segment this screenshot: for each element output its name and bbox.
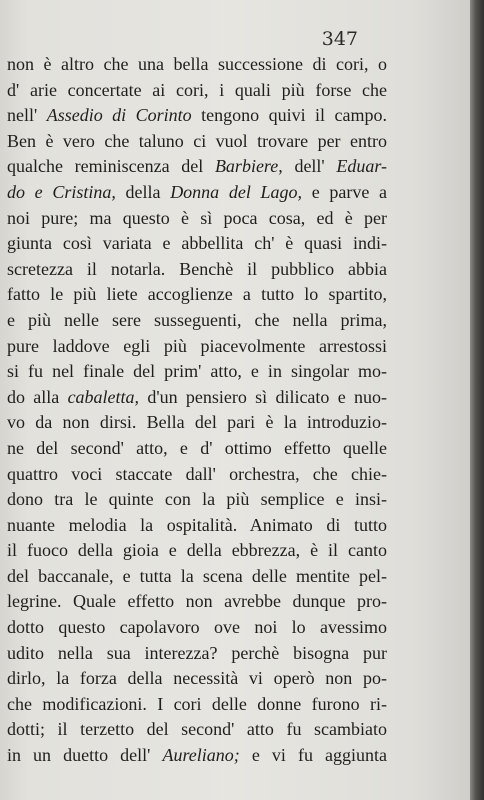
text-segment: pure laddove egli più piacevolmente arrestossi bbox=[7, 335, 387, 356]
page-edge bbox=[470, 0, 484, 800]
text-segment: d'un pensiero sì dilicato e nuo- bbox=[139, 386, 387, 407]
text-segment: dono tra le quinte con la più semplice e insi- bbox=[7, 489, 387, 510]
text-segment: Ben è vero che taluno ci vuol trovare per entro bbox=[7, 130, 387, 151]
body-text bbox=[7, 52, 387, 769]
text-segment: legrine. Quale effetto non avrebbe dunque pro- bbox=[7, 591, 387, 612]
text-segment: dotto questo capolavoro ove noi lo avessimo bbox=[7, 617, 387, 638]
text-segment: d' arie concertate ai cori, i quali più forse che bbox=[7, 79, 387, 100]
text-segment: dell' bbox=[282, 156, 337, 177]
text-segment: non è altro che una bella successione di cori, o bbox=[7, 54, 387, 74]
text-segment: quattro voci staccate dall' orchestra, che chie- bbox=[7, 463, 387, 484]
text-segment: della bbox=[115, 181, 171, 202]
text-line bbox=[7, 282, 387, 308]
text-line bbox=[7, 410, 387, 436]
text-line bbox=[7, 334, 387, 360]
text-line bbox=[7, 564, 387, 590]
page-number: 347 bbox=[321, 28, 358, 50]
italic-segment: Eduar- bbox=[336, 156, 387, 177]
text-segment: noi pure; ma questo è sì poca cosa, ed è per bbox=[7, 207, 387, 228]
text-segment: ne del second' atto, e d' ottimo effetto quelle bbox=[7, 437, 387, 458]
text-line bbox=[7, 308, 387, 334]
text-line bbox=[7, 52, 387, 78]
text-segment: e vi fu aggiunta bbox=[239, 745, 387, 766]
italic-segment: do e Cristina, bbox=[7, 181, 116, 202]
text-segment: il fuoco della gioia e della ebbrezza, è il canto bbox=[7, 540, 387, 561]
italic-segment: Donna del Lago, bbox=[170, 181, 303, 202]
text-line bbox=[7, 513, 387, 539]
text-line bbox=[7, 589, 387, 615]
text-segment: fatto le più liete accoglienze a tutto lo spartito, bbox=[7, 284, 387, 305]
text-line bbox=[7, 717, 387, 743]
text-segment: si fu nel finale del prim' atto, e in singolar mo- bbox=[7, 361, 387, 382]
text-line bbox=[7, 462, 387, 488]
text-segment: del baccanale, e tutta la scena delle mentite pel- bbox=[7, 565, 387, 586]
text-segment: scretezza il notarla. Benchè il pubblico abbia bbox=[7, 258, 387, 279]
text-line bbox=[7, 78, 387, 104]
text-line bbox=[7, 641, 387, 667]
text-line bbox=[7, 666, 387, 692]
text-line bbox=[7, 231, 387, 257]
italic-segment: Assedio di Corinto bbox=[46, 105, 192, 126]
italic-segment: cabaletta, bbox=[67, 386, 140, 407]
text-line bbox=[7, 538, 387, 564]
text-segment: e parve a bbox=[302, 181, 387, 202]
text-segment: vo da non dirsi. Bella del pari è la introduzio- bbox=[7, 412, 387, 433]
text-line bbox=[7, 180, 387, 206]
text-line bbox=[7, 129, 387, 155]
text-segment: udito nella sua interezza? perchè bisogna pur bbox=[7, 642, 387, 663]
text-segment: qualche reminiscenza del bbox=[7, 156, 215, 177]
text-segment: nell' bbox=[7, 105, 47, 126]
text-line bbox=[7, 154, 387, 180]
text-line bbox=[7, 615, 387, 641]
text-segment: do alla bbox=[7, 386, 68, 407]
italic-segment: Aureliano; bbox=[162, 745, 240, 766]
text-segment: che modificazioni. I cori delle donne furono ri- bbox=[7, 693, 387, 714]
text-segment: in un duetto dell' bbox=[7, 745, 163, 766]
text-line bbox=[7, 692, 387, 718]
italic-segment: Barbiere, bbox=[214, 156, 283, 177]
text-line bbox=[7, 359, 387, 385]
text-line bbox=[7, 103, 387, 129]
text-segment: dotti; il terzetto del second' atto fu scambiato bbox=[7, 719, 387, 740]
text-line bbox=[7, 206, 387, 232]
text-segment: tengono quivi il campo. bbox=[191, 105, 387, 126]
text-line bbox=[7, 257, 387, 283]
text-line bbox=[7, 487, 387, 513]
text-segment: giunta così variata e abbellita ch' è quasi indi- bbox=[7, 233, 387, 254]
text-segment: dirlo, la forza della necessità vi operò non po- bbox=[7, 668, 387, 689]
text-line bbox=[7, 743, 387, 769]
text-line bbox=[7, 385, 387, 411]
text-segment: nuante melodia la ospitalità. Animato di tutto bbox=[7, 514, 387, 535]
text-line bbox=[7, 436, 387, 462]
text-segment: e più nelle sere susseguenti, che nella prima, bbox=[7, 309, 387, 330]
